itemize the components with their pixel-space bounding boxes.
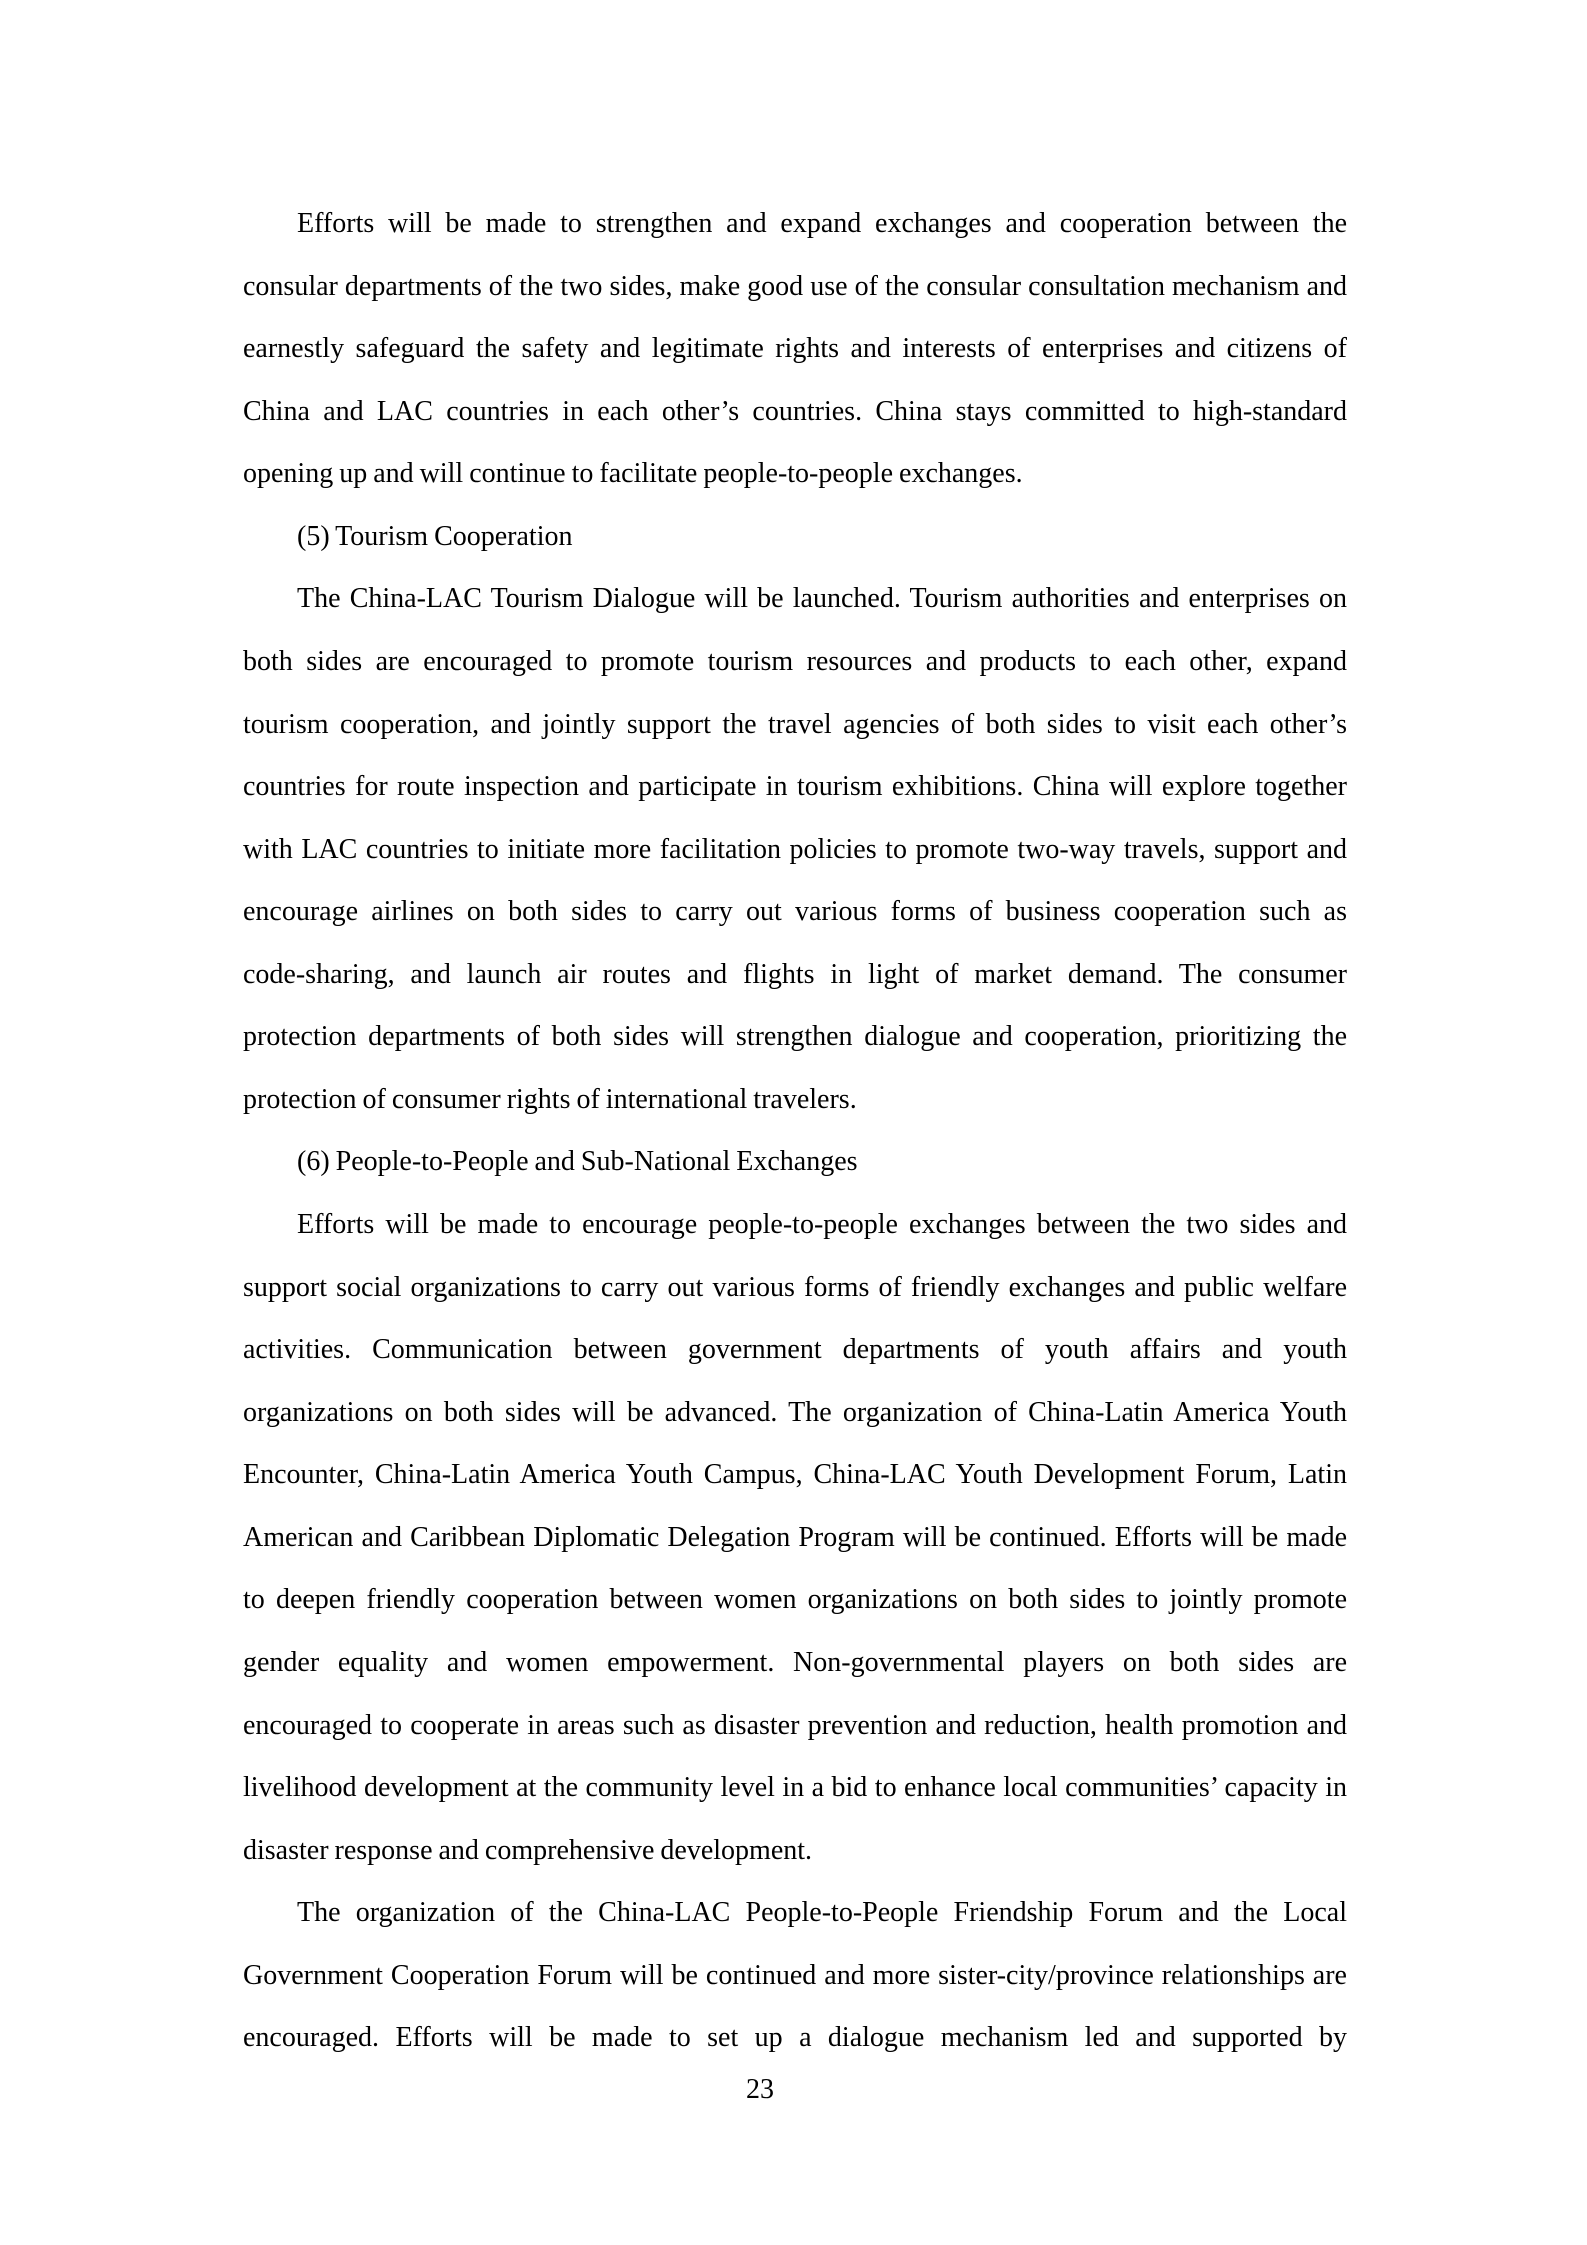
text-line: earnestly safeguard the safety and legitimate rights and interests of enterprises and citizens of [243,333,1347,365]
paragraph [243,568,1347,1131]
text-line: gender equality and women empowerment. Non-governmental players on both sides are [243,1646,1347,1678]
text-line: support social organizations to carry out various forms of friendly exchanges and public welfare [243,1271,1347,1303]
text-line: disaster response and comprehensive development. [243,1834,813,1866]
text-line: livelihood development at the community level in a bid to enhance local communities’ capacity in [243,1772,1347,1804]
text-line: activities. Communication between government departments of youth affairs and youth [243,1334,1347,1366]
text-line: with LAC countries to initiate more facilitation policies to promote two-way travels, support and [243,833,1347,865]
text-line: protection departments of both sides will strengthen dialogue and cooperation, prioritizing the [243,1021,1347,1053]
text-line: code-sharing, and launch air routes and flights in light of market demand. The consumer [243,958,1347,990]
text-line: encourage airlines on both sides to carry out various forms of business cooperation such as [243,896,1347,928]
text-line: consular departments of the two sides, make good use of the consular consultation mechanism and [243,270,1347,302]
text-line: organizations on both sides will be advanced. The organization of China-Latin America Youth [243,1396,1347,1428]
text-line: The China-LAC Tourism Dialogue will be launched. Tourism authorities and enterprises on [297,583,1347,615]
heading-line: (6) People-to-People and Sub-National Exchanges [297,1146,858,1178]
text-line: Efforts will be made to strengthen and expand exchanges and cooperation between the [297,208,1347,239]
text-line: Government Cooperation Forum will be continued and more sister-city/province relationships are [243,1959,1347,1991]
text-line: tourism cooperation, and jointly support the travel agencies of both sides to visit each other’s [243,708,1347,740]
text-line: Encounter, China-Latin America Youth Campus, China-LAC Youth Development Forum, Latin [243,1459,1347,1491]
paragraph [243,193,1347,506]
text-line: American and Caribbean Diplomatic Delegation Program will be continued. Efforts will be made [243,1521,1347,1553]
text-line: encouraged to cooperate in areas such as disaster prevention and reduction, health promotion and [243,1709,1347,1741]
text-line: to deepen friendly cooperation between women organizations on both sides to jointly promote [243,1584,1347,1616]
section-heading [243,1131,1347,1194]
text-line: The organization of the China-LAC People-to-People Friendship Forum and the Local [297,1897,1347,1929]
document-body [243,193,1347,2070]
section-heading [243,506,1347,569]
text-line: countries for route inspection and participate in tourism exhibitions. China will explore together [243,771,1347,803]
paragraph [243,1194,1347,1882]
text-line: both sides are encouraged to promote tourism resources and products to each other, expand [243,645,1347,677]
text-line: opening up and will continue to facilitate people-to-people exchanges. [243,458,1023,490]
heading-line: (5) Tourism Cooperation [297,520,573,552]
text-line: China and LAC countries in each other’s countries. China stays committed to high-standard [243,395,1347,427]
text-line: Efforts will be made to encourage people-to-people exchanges between the two sides and [297,1209,1347,1240]
text-line: protection of consumer rights of international travelers. [243,1083,857,1115]
page-number: 23 [746,2074,774,2105]
paragraph [243,1882,1347,2070]
text-line: encouraged. Efforts will be made to set up a dialogue mechanism led and supported by [243,2022,1347,2054]
